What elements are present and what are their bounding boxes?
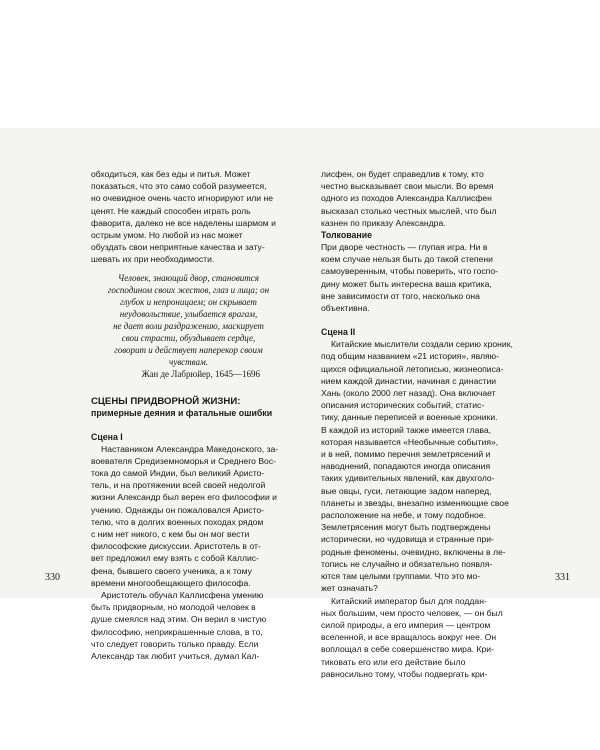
scene-1-heading: Сцена I (91, 431, 123, 442)
section-title: СЦЕНЫ ПРИДВОРНОЙ ЖИЗНИ: (91, 395, 241, 407)
text-line: что следует говорить только правду. Если (91, 638, 259, 649)
text-line: душе смеялся над этим. Он верил в чистую (91, 614, 267, 625)
text-line: учению. Однажды он пожаловался Аристо- (91, 504, 265, 515)
text-line: телю, что в долгих военных походах рядом (91, 516, 264, 527)
text-line: тиковать его или его действие было (321, 656, 466, 667)
epigraph-attribution: Жан де Лабрюйер, 1645—1696 (141, 368, 260, 379)
text-line: ценят. Не каждый способен играть роль (91, 205, 251, 216)
text-line: коем случае нельзя быть до такой степени (321, 254, 493, 265)
text-line: одного из походов Александра Каллисфен (321, 193, 492, 204)
text-line: нием каждой династии, начиная с династии (321, 375, 497, 386)
quote-line: чувствам. (169, 356, 208, 367)
text-line: При дворе честность — глупая игра. Ни в (321, 242, 488, 253)
text-line: лисфен, он будет справедлив к тому, кто (321, 169, 484, 179)
text-line: но очевидное очень часто игнорируют или не (91, 193, 273, 204)
intro-paragraph (91, 168, 286, 266)
text-line: дину может быть интересна ваша критика, (321, 278, 492, 289)
text-line: вселенной, и все вращалось вокруг нее. Он (321, 632, 497, 643)
quote-line: глубок и непроницаем; он скрывает (120, 296, 257, 307)
page-number-left: 330 (45, 572, 60, 583)
text-line: родные феномены, очевидно, включены в ле- (321, 546, 506, 557)
text-line: показаться, что это само собой разумеется, (91, 181, 267, 192)
epigraph-quote (91, 272, 286, 368)
right-page-column (321, 168, 516, 680)
text-line: описания исторических событий, статис- (321, 400, 485, 411)
text-line: самоуверенным, чтобы поверить, что госпо- (321, 266, 498, 277)
text-line: философию, неприкрашенные слова, в то, (91, 626, 263, 637)
text-line: ются там целыми группами. Что это мо- (321, 571, 481, 582)
text-line: быть придворным, но молодой человек в (91, 602, 256, 613)
text-line: В каждой из историй также имеется глава, (321, 424, 492, 435)
quote-line: неудовольствие, улыбается врагам, (119, 308, 258, 319)
text-line: щихся официальной летописью, жизнеописа- (321, 363, 504, 374)
text-line: фена, бывшего своего ученика, а к тому (91, 565, 252, 576)
section-subtitle: примерные деяния и фатальные ошибки (91, 407, 273, 418)
scene-2-paragraph-2 (321, 595, 516, 680)
interpretation-heading: Толкование (321, 230, 373, 241)
text-line: шевать их при необходимости. (91, 254, 215, 265)
text-line: планеты и звезды, внезапно изменяющие свое (321, 497, 509, 508)
text-line: с ним нет никого, с кем бы он мог вести (91, 529, 250, 540)
text-line: острым умом. Но любой из нас может (91, 230, 243, 241)
text-line: вые овцы, гуси, летающие задом наперед, (321, 485, 492, 496)
text-line: времени многообещающего философа. (91, 577, 251, 588)
text-line: философские дискуссии. Аристотель в от- (91, 541, 261, 552)
text-line: жизни Александр был верен его философии и (91, 492, 277, 503)
text-line: Наставником Александра Македонского, за- (101, 443, 279, 454)
text-line: которая называется «Необычные события», (321, 436, 499, 447)
text-line: тель, и на протяжении всей своей недолгой (91, 480, 266, 491)
text-line: воплощал в себе совершенство мира. Кри- (321, 644, 494, 655)
text-line: тику, данные переписей и военные хроники. (321, 412, 498, 423)
quote-line: Человек, знающий двор, становится (118, 272, 259, 283)
quote-line: говорит и действует наперекор своим (114, 344, 263, 355)
text-line: обходиться, как без еды и питья. Может (91, 169, 251, 179)
text-line: воевателя Средиземноморья и Среднего Вос- (91, 455, 276, 466)
text-line: вет предложил ему взять с собой Каллис- (91, 553, 259, 564)
scene-1-paragraph-2 (91, 589, 286, 662)
text-line: честно высказывает свои мысли. Во время (321, 181, 494, 192)
text-line: Александр так любит учиться, думал Кал- (91, 651, 260, 662)
text-line: таких удивительных явлений, как двухголо- (321, 473, 495, 484)
text-line: казнен по приказу Александра. (321, 217, 446, 228)
text-line: наводнений, попадаются иногда описания (321, 461, 491, 472)
text-line: Китайские мыслители создали серию хроник, (331, 339, 513, 350)
quote-line: господином своих жестов, глаз и лица; он (107, 284, 270, 295)
text-line: топись не случайно и обязательно появля- (321, 558, 493, 569)
quote-line: не дает воли раздражению, маскирует (113, 320, 264, 331)
text-line: Китайский император был для поддан- (331, 595, 487, 606)
text-line: под общим названием «21 история», являю- (321, 351, 499, 362)
scene-1-paragraph-1 (91, 443, 286, 589)
left-page-column (91, 168, 286, 662)
text-line: ных большим, чем просто человек, — он был (321, 607, 503, 618)
interpretation-paragraph (321, 241, 516, 314)
text-line: обуздать свои неприятные качества и зату- (91, 242, 265, 253)
spacer (321, 314, 516, 326)
text-line: расположение на небе, и тому подобное. (321, 510, 487, 521)
text-line: и в ней, помимо перечня землетрясений и (321, 449, 491, 460)
scene-2-heading: Сцена II (321, 327, 356, 338)
text-line: фаворита, далеко не все наделены шармом и (91, 217, 276, 228)
text-line: равносильно тому, чтобы подвергать кри- (321, 668, 488, 679)
text-line: силой природы, а его империя — центром (321, 619, 491, 630)
quote-line: свои страсти, обуздывает сердце, (121, 332, 256, 343)
scene-2-paragraph-1 (321, 338, 516, 594)
text-line: Хань (около 2000 лет назад). Она включает (321, 388, 496, 399)
text-line: высказал столько честных мыслей, что был (321, 205, 497, 216)
scene-1-continuation (321, 168, 516, 229)
text-line: жет означать? (321, 583, 378, 594)
page-number-right: 331 (555, 572, 570, 583)
text-line: объективна. (321, 303, 370, 314)
text-line: Землетрясения могут быть подтверждены (321, 522, 491, 533)
text-line: Аристотель обучал Каллисфена умению (101, 590, 264, 601)
text-line: исторически, но чудовища и странные при- (321, 534, 494, 545)
text-line: вне зависимости от того, насколько она (321, 290, 480, 301)
text-line: тока до самой Индии, был великий Аристо- (91, 468, 265, 479)
